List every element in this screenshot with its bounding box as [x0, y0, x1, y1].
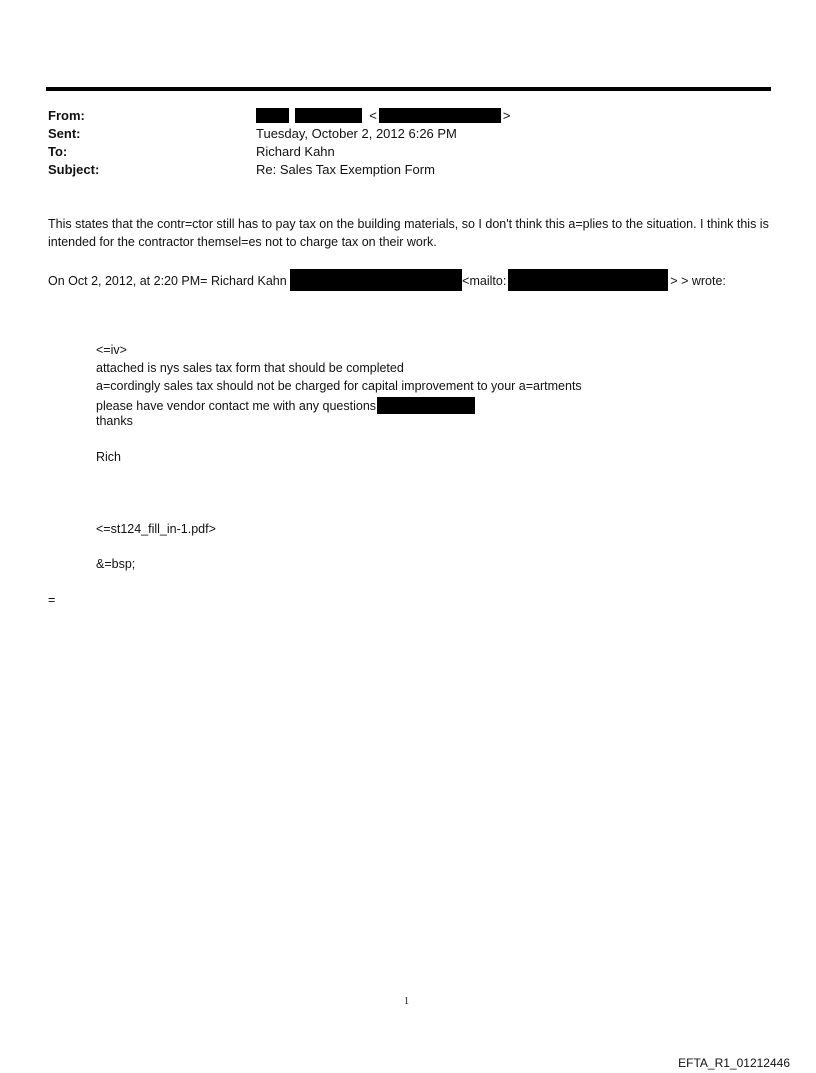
- quoted-line-4: thanks: [96, 414, 133, 428]
- quote-prefix: On Oct 2, 2012, at 2:20 PM= Richard Kahn: [48, 274, 287, 288]
- from-value: [256, 107, 510, 125]
- redaction-block: [379, 108, 501, 123]
- header-rule: [46, 87, 771, 91]
- to-value: Richard Kahn: [256, 144, 335, 159]
- redaction-block: [290, 269, 462, 291]
- attachment-reference: <=st124_fill_in-1.pdf>: [96, 522, 216, 536]
- from-lt: <: [369, 108, 377, 123]
- document-id: EFTA_R1_01212446: [678, 1056, 790, 1070]
- quoted-line-1: attached is nys sales tax form that should be completed: [96, 361, 404, 375]
- from-label: From:: [48, 108, 85, 123]
- redaction-block: [256, 108, 289, 123]
- from-gt: >: [502, 108, 511, 123]
- redaction-block: [508, 269, 668, 291]
- quoted-line-3-text: please have vendor contact me with any questions: [96, 399, 377, 413]
- nbsp-text: &=bsp;: [96, 557, 136, 571]
- sent-label: Sent:: [48, 126, 81, 141]
- from-row: [48, 107, 773, 125]
- quote-attribution: [48, 269, 726, 291]
- signature: Rich: [96, 450, 122, 464]
- quote-suffix: > > wrote:: [670, 274, 726, 288]
- subject-label: Subject:: [48, 162, 100, 177]
- redaction-block: [295, 108, 362, 123]
- subject-row: [48, 161, 773, 179]
- to-row: [48, 143, 773, 161]
- subject-value: Re: Sales Tax Exemption Form: [256, 162, 435, 177]
- quote-mailto: <mailto:: [462, 274, 507, 288]
- quoted-line-3: [96, 397, 475, 414]
- trailing-equals: =: [48, 593, 56, 607]
- reply-paragraph: This states that the contr=ctor still has to pay tax on the building materials, so I don't think this a=plies to the situation. I think this is intended for the contractor themsel=es not to charge tax on their work.: [48, 217, 769, 249]
- email-header: [48, 107, 773, 187]
- quoted-line-2: a=cordingly sales tax should not be charged for capital improvement to your a=artments: [96, 379, 582, 393]
- sent-value: Tuesday, October 2, 2012 6:26 PM: [256, 126, 457, 141]
- to-label: To:: [48, 144, 68, 159]
- page-number: 1: [404, 996, 409, 1007]
- redaction-block: [377, 397, 475, 414]
- div-tag-text: <=iv>: [96, 343, 127, 357]
- sent-row: [48, 125, 773, 143]
